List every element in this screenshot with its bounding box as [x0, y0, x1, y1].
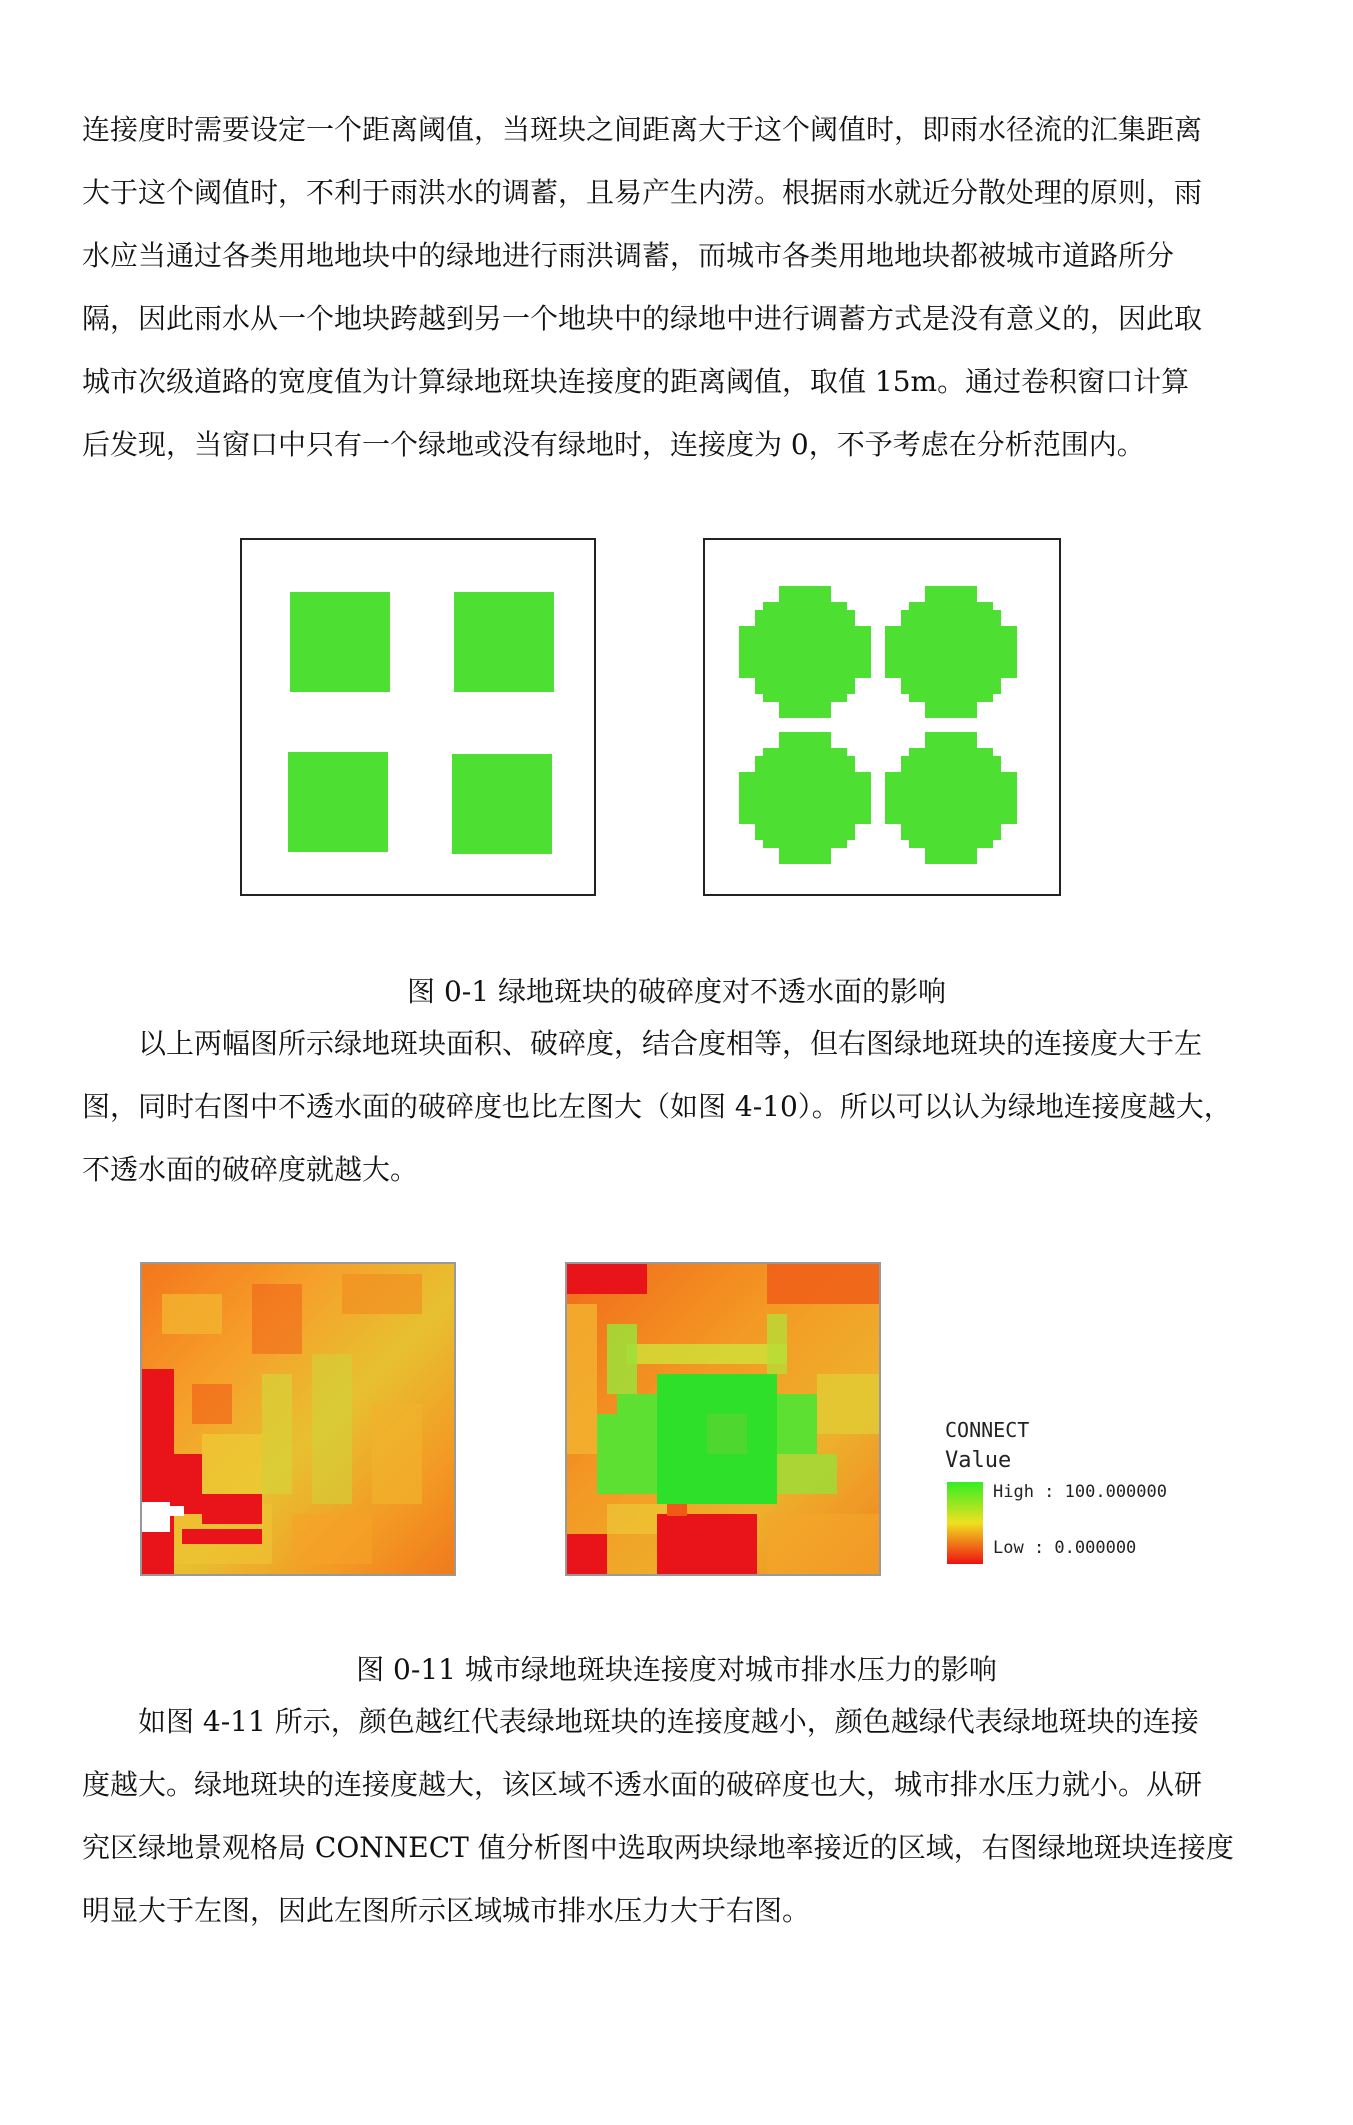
legend-title: CONNECT: [945, 1418, 1030, 1442]
paragraph-line: 连接度时需要设定一个距离阈值，当斑块之间距离大于这个阈值时，即雨水径流的汇集距离: [82, 113, 1203, 146]
connect-map-right: [565, 1262, 881, 1576]
paragraph-line: 隔，因此雨水从一个地块跨越到另一个地块中的绿地中进行调蓄方式是没有意义的，因此取: [82, 302, 1203, 335]
figure-1-caption: 图 0-1 绿地斑块的破碎度对不透水面的影响: [407, 975, 946, 1008]
paragraph-line: 不透水面的破碎度就越大。: [82, 1153, 419, 1186]
figure-squares-panel: [240, 538, 596, 896]
connect-legend: [945, 1418, 1205, 1568]
connect-map-left: [140, 1262, 456, 1576]
cross-patch: [885, 586, 1017, 718]
legend-high-label: High : 100.000000: [993, 1482, 1167, 1502]
figure-crosses-panel: [703, 538, 1061, 896]
paragraph-line: 后发现，当窗口中只有一个绿地或没有绿地时，连接度为 0，不予考虑在分析范围内。: [82, 428, 1145, 461]
figure-11-caption: 图 0-11 城市绿地斑块连接度对城市排水压力的影响: [356, 1653, 997, 1686]
paragraph-line: 城市次级道路的宽度值为计算绿地斑块连接度的距离阈值，取值 15m。通过卷积窗口计算: [82, 365, 1190, 398]
paragraph-line: 图，同时右图中不透水面的破碎度也比左图大（如图 4-10）。所以可以认为绿地连接度越大，: [82, 1090, 1232, 1123]
legend-low-label: Low : 0.000000: [993, 1538, 1137, 1558]
legend-color-ramp: [947, 1482, 983, 1564]
cross-patches-svg: [705, 540, 1059, 894]
paragraph-line: 水应当通过各类用地地块中的绿地进行雨洪调蓄，而城市各类用地地块都被城市道路所分: [82, 239, 1175, 272]
paragraph-line: 以上两幅图所示绿地斑块面积、破碎度，结合度相等，但右图绿地斑块的连接度大于左: [138, 1027, 1203, 1060]
heatmap-right-svg: [567, 1264, 879, 1574]
square-patch: [288, 752, 388, 852]
legend-subtitle: Value: [945, 1448, 1012, 1473]
paragraph-line: 明显大于左图，因此左图所示区域城市排水压力大于右图。: [82, 1894, 811, 1927]
cross-patch: [739, 586, 871, 718]
square-patch: [290, 592, 390, 692]
paragraph-line: 度越大。绿地斑块的连接度越大，该区域不透水面的破碎度也大，城市排水压力就小。从研: [82, 1768, 1203, 1801]
paragraph-line: 大于这个阈值时，不利于雨洪水的调蓄，且易产生内涝。根据雨水就近分散处理的原则，雨: [82, 176, 1203, 209]
cross-patch: [739, 732, 871, 864]
paragraph-3: [82, 1690, 1242, 1942]
paragraph-line: 如图 4-11 所示，颜色越红代表绿地斑块的连接度越小，颜色越绿代表绿地斑块的连接: [138, 1705, 1199, 1738]
paragraph-1: [82, 98, 1242, 476]
square-patch: [452, 754, 552, 854]
paragraph-line: 究区绿地景观格局 CONNECT 值分析图中选取两块绿地率接近的区域，右图绿地斑块连接度: [82, 1831, 1234, 1864]
paragraph-2: [82, 1012, 1242, 1201]
heatmap-left-svg: [142, 1264, 454, 1574]
square-patch: [454, 592, 554, 692]
cross-patch: [885, 732, 1017, 864]
